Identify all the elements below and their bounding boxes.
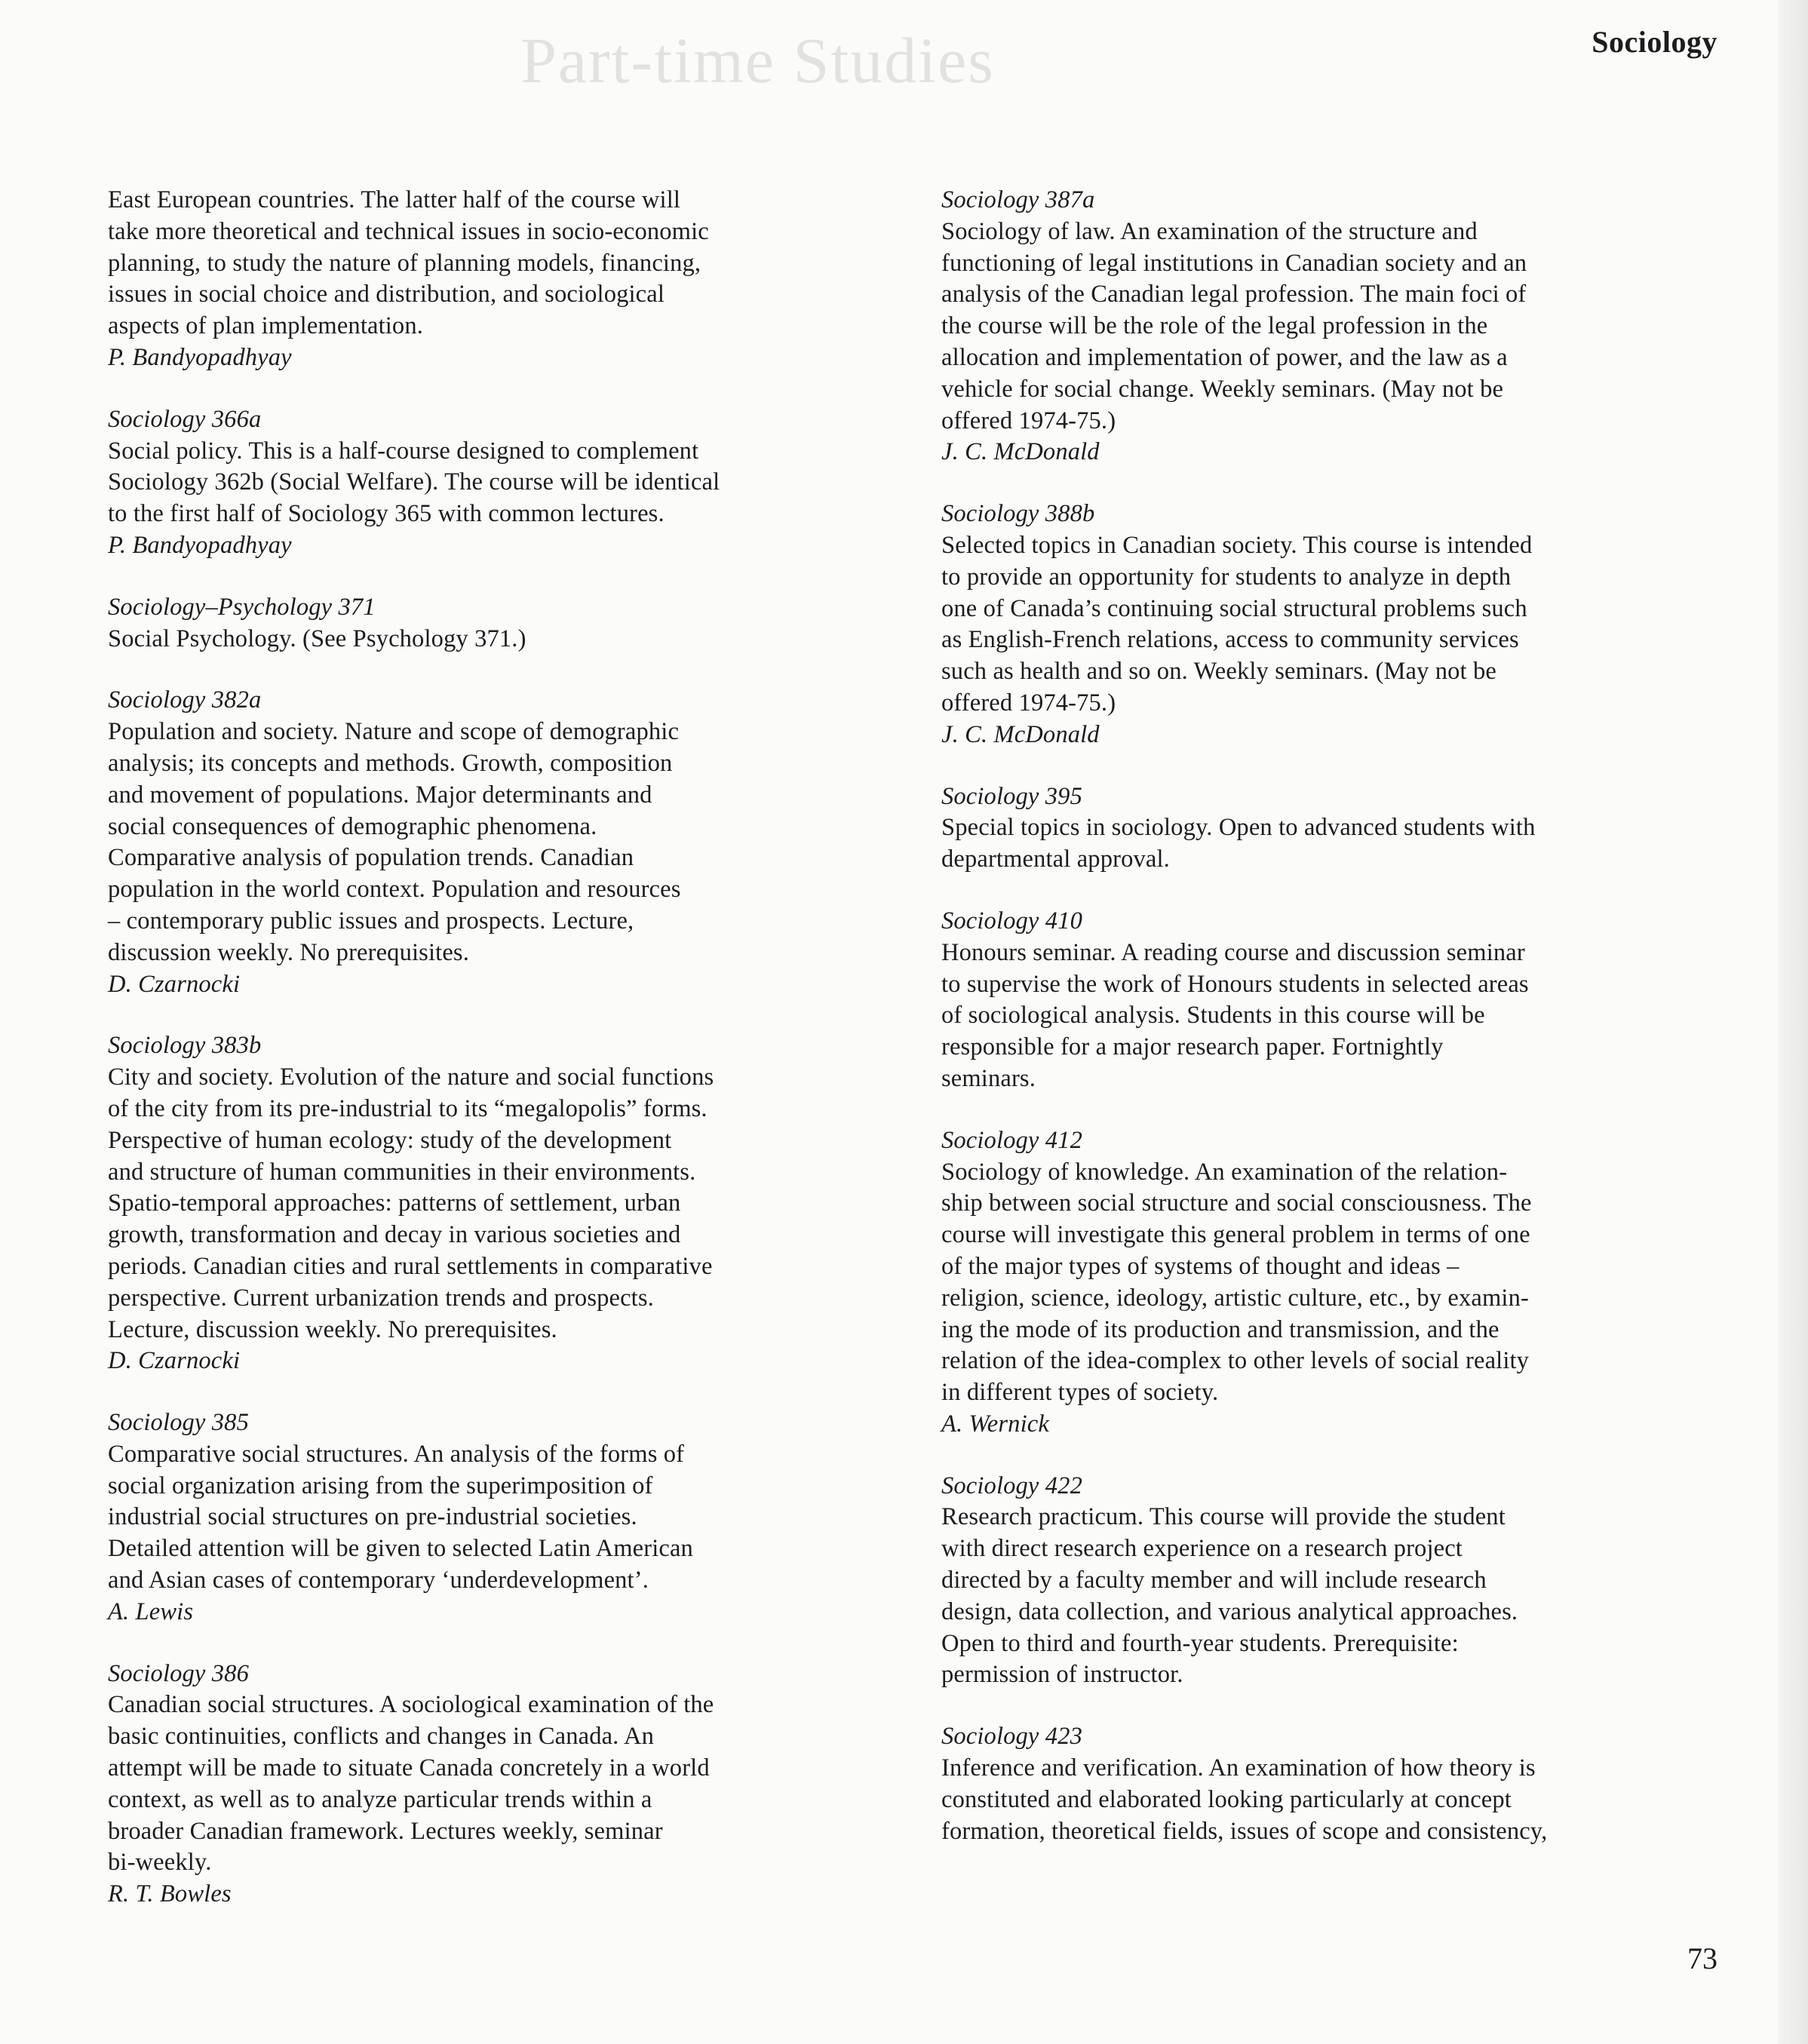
course-description-line: East European countries. The latter half of the course will [108,186,681,213]
course-description-line: offered 1974-75.) [941,689,1116,717]
page-number: 73 [1687,1941,1717,1975]
course-title: Sociology–Psychology 371 [108,593,376,621]
course-description-line: design, data collection, and various analytical approaches. [941,1597,1518,1625]
course-description-line: one of Canada’s continuing social structural problems such [941,594,1527,622]
course-description-line: of sociological analysis. Students in this course will be [941,1002,1485,1030]
course-block [941,499,1722,750]
course-description-line: Sociology 362b (Social Welfare). The course will be identical [108,468,720,496]
course-title: Sociology 422 [941,1472,1082,1499]
course-description-line: bi-weekly. [108,1849,212,1877]
course-description-line: Comparative social structures. An analysis of the forms of [108,1440,685,1468]
bleed-through-heading: Part-time Studies [520,24,995,97]
course-description-line: Research practicum. This course will provide the student [941,1503,1506,1531]
course-description-line: to provide an opportunity for students to analyze in depth [941,563,1512,591]
course-description-line: functioning of legal institutions in Canadian society and an [941,249,1527,277]
course-instructor: D. Czarnocki [108,1347,241,1375]
course-description-line: and Asian cases of contemporary ‘underdevelopment’. [108,1567,649,1594]
course-block [941,185,1722,468]
course-description-line: social consequences of demographic phenomena. [108,812,597,840]
course-description-line: industrial social structures on pre-industrial societies. [108,1503,637,1531]
course-description-line: Social policy. This is a half-course designed to complement [108,437,699,465]
course-description-line: – contemporary public issues and prospects. Lecture, [108,907,634,935]
course-instructor: J. C. McDonald [941,438,1100,466]
course-block [108,1659,892,1910]
course-description-line: Honours seminar. A reading course and discussion seminar [941,938,1525,966]
right-column [941,185,1722,1877]
course-description-line: in different types of society. [941,1379,1219,1407]
course-instructor: P. Bandyopadhyay [108,343,292,371]
course-description-line: to the first half of Sociology 365 with common lectures. [108,500,665,528]
course-description-line: Sociology of law. An examination of the structure and [941,217,1478,245]
course-description-line: Open to third and fourth-year students. Prerequisite: [941,1629,1459,1657]
course-description-line: ship between social structure and social consciousness. The [941,1189,1532,1217]
course-instructor: R. T. Bowles [108,1880,232,1908]
course-description-line: analysis of the Canadian legal profession. The main foci of [941,281,1527,308]
course-instructor: D. Czarnocki [108,970,241,998]
course-description-line: Canadian social structures. A sociological examination of the [108,1691,714,1719]
course-description-line: population in the world context. Population and resources [108,876,681,904]
course-description-line: of the major types of systems of thought and ideas – [941,1252,1460,1280]
course-description-line: permission of instructor. [941,1661,1183,1689]
course-instructor: A. Wernick [941,1410,1049,1438]
course-description-line: of the city from its pre-industrial to its “megalopolis” forms. [108,1094,708,1122]
course-description-line: Selected topics in Canadian society. This course is intended [941,531,1533,559]
course-description-line: responsible for a major research paper. Fortnightly [941,1033,1444,1061]
course-title: Sociology 385 [108,1409,249,1437]
course-description-line: and movement of populations. Major determinants and [108,781,652,809]
course-description-line: issues in social choice and distribution, and sociological [108,281,665,308]
course-title: Sociology 366a [108,405,262,433]
section-heading: Sociology [1592,25,1717,59]
course-description-line: departmental approval. [941,846,1170,873]
course-instructor: P. Bandyopadhyay [108,531,292,559]
course-description-line: such as health and so on. Weekly seminars. (May not be [941,658,1496,686]
course-description-line: perspective. Current urbanization trends and prospects. [108,1284,654,1312]
course-description-line: periods. Canadian cities and rural settlements in comparative [108,1252,713,1280]
course-description-line: Special topics in sociology. Open to advanced students with [941,814,1536,842]
course-description-line: to supervise the work of Honours students in selected areas [941,970,1529,998]
course-title: Sociology 410 [941,907,1082,935]
course-title: Sociology 412 [941,1126,1082,1154]
course-description-line: Social Psychology. (See Psychology 371.) [108,625,526,652]
course-description-line: vehicle for social change. Weekly seminars. (May not be [941,375,1504,403]
course-block [941,1471,1722,1692]
course-description-line: basic continuities, conflicts and changes in Canada. An [108,1723,654,1751]
course-description-line: allocation and implementation of power, and the law as a [941,343,1508,371]
course-description-line: broader Canadian framework. Lectures weekly, seminar [108,1817,663,1845]
course-title: Sociology 383b [108,1032,262,1060]
course-description-line: social organization arising from the superimposition of [108,1472,653,1499]
course-block [108,404,892,562]
course-description-line: Perspective of human ecology: study of the development [108,1126,672,1154]
course-description-line: formation, theoretical fields, issues of scope and consistency, [941,1817,1548,1845]
course-block [108,592,892,655]
course-block [108,685,892,1000]
course-title: Sociology 388b [941,500,1095,528]
course-block [941,781,1722,876]
course-description-line: discussion weekly. No prerequisites. [108,938,469,966]
course-title: Sociology 423 [941,1723,1082,1751]
course-block [941,906,1722,1095]
course-description-line: analysis; its concepts and methods. Growth, composition [108,749,673,777]
course-description-line: Inference and verification. An examination of how theory is [941,1754,1536,1782]
page-edge-shadow [1778,0,1808,2044]
course-title: Sociology 387a [941,186,1095,213]
course-block [941,1721,1722,1847]
course-title: Sociology 382a [108,686,262,714]
course-description-line: directed by a faculty member and will include research [941,1567,1487,1594]
course-description-line: Spatio-temporal approaches: patterns of settlement, urban [108,1189,681,1217]
course-description-line: ing the mode of its production and transmission, and the [941,1315,1500,1343]
course-description-line: religion, science, ideology, artistic culture, etc., by examin- [941,1284,1529,1312]
course-description-line: the course will be the role of the legal profession in the [941,312,1488,340]
course-description-line: take more theoretical and technical issues in socio-economic [108,217,709,245]
course-description-line: as English-French relations, access to community services [941,626,1519,654]
course-description-line: Lecture, discussion weekly. No prerequisites. [108,1315,557,1343]
course-title: Sociology 395 [941,782,1082,810]
course-instructor: J. C. McDonald [941,720,1100,748]
course-block [108,1030,892,1377]
course-description-line: Population and society. Nature and scope of demographic [108,718,680,746]
course-description-line: context, as well as to analyze particular trends within a [108,1785,652,1813]
course-instructor: A. Lewis [108,1597,194,1625]
course-description-line: aspects of plan implementation. [108,312,424,340]
course-description-line: attempt will be made to situate Canada concretely in a world [108,1754,710,1782]
course-description-line: City and society. Evolution of the nature and social functions [108,1063,714,1091]
course-description-line: planning, to study the nature of planning models, financing, [108,249,701,277]
course-description-line: seminars. [941,1064,1036,1092]
course-description-line: Sociology of knowledge. An examination of the relation- [941,1158,1508,1186]
course-description-line: relation of the idea-complex to other levels of social reality [941,1347,1530,1375]
course-description-line: with direct research experience on a research project [941,1535,1463,1563]
course-block [941,1125,1722,1441]
course-description-line: constituted and elaborated looking particularly at concept [941,1785,1512,1813]
course-block [108,1407,892,1628]
course-description-line: and structure of human communities in their environments. [108,1158,696,1186]
continued-course-block [108,185,892,374]
course-description-line: Comparative analysis of population trends. Canadian [108,844,634,872]
course-description-line: course will investigate this general problem in terms of one [941,1221,1530,1249]
course-description-line: offered 1974-75.) [941,407,1116,434]
course-title: Sociology 386 [108,1659,249,1687]
course-description-line: Detailed attention will be given to selected Latin American [108,1535,693,1563]
left-column [108,185,892,1941]
course-description-line: growth, transformation and decay in various societies and [108,1221,681,1249]
